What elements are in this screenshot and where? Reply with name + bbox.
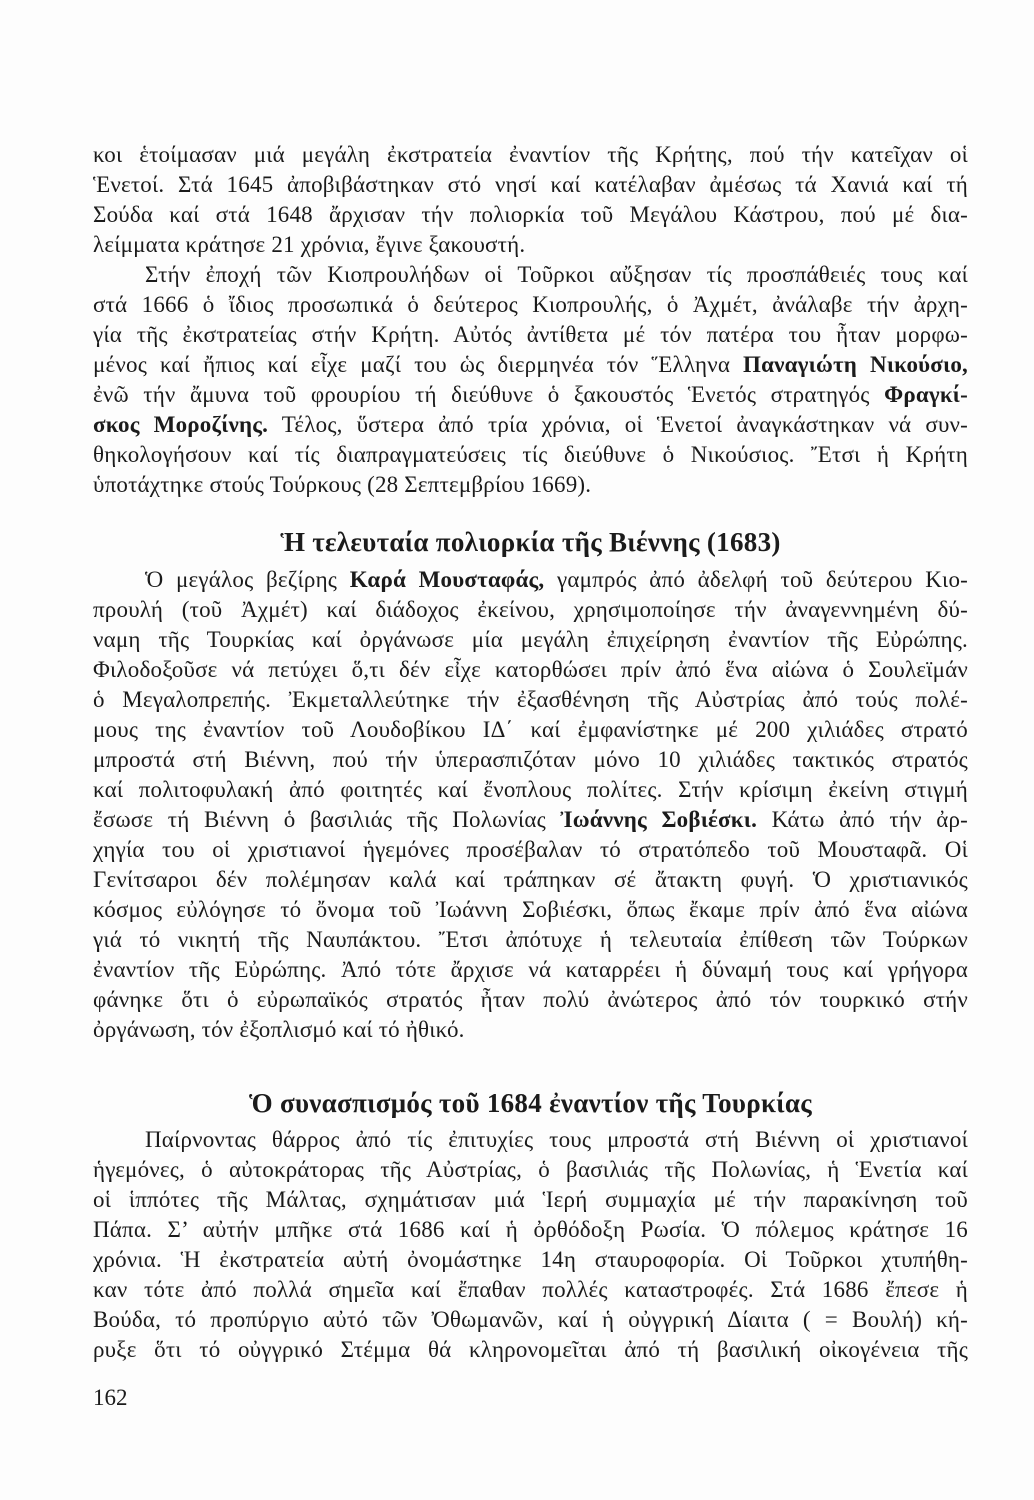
bold-name: Καρά Μουσταφάς, — [349, 567, 545, 592]
text-line: Παίρνοντας θάρρος ἀπό τίς ἐπιτυχίες τους μπροστά στή Βιέννη οἱ χριστιανοί — [145, 1127, 968, 1152]
text-line: ναμη τῆς Τουρκίας καί ὀργάνωσε μία μεγάλη ἐπιχείρηση ἐναντίον τῆς Εὐρώπης. — [93, 627, 968, 652]
text-line: στά 1666 ὁ ἴδιος προσωπικά ὁ δεύτερος Κιοπρουλής, ὁ Ἀχμέτ, ἀνάλαβε τήν ἀρχη- — [93, 292, 968, 317]
text-line: Γενίτσαροι δέν πολέμησαν καλά καί τράπηκαν σέ ἄτακτη φυγή. Ὁ χριστιανικός — [93, 867, 968, 892]
text-line: καί πολιτοφυλακή ἀπό φοιτητές καί ἔνοπλους πολίτες. Στήν κρίσιμη ἐκείνη στιγμή — [93, 777, 968, 802]
text-line: κοι ἑτοίμασαν μιά μεγάλη ἐκστρατεία ἐναντίον τῆς Κρήτης, πού τήν κατεῖχαν οἱ — [93, 142, 968, 167]
text-line: Βούδα, τό προπύργιο αὐτό τῶν Ὀθωμανῶν, καί ἡ οὐγγρική Δίαιτα ( = Βουλή) κή- — [93, 1307, 968, 1332]
text-line: καν τότε ἀπό πολλά σημεῖα καί ἔπαθαν πολλές καταστροφές. Στά 1686 ἔπεσε ἡ — [93, 1277, 968, 1302]
text-line: Ἑνετοί. Στά 1645 ἀποβιβάστηκαν στό νησί καί κατέλαβαν ἀμέσως τά Χανιά καί τή — [93, 172, 968, 197]
bold-name: σκος Μοροζίνης. — [93, 412, 269, 437]
section-heading: Ἡ τελευταία πολιορκία τῆς Βιέννης (1683) — [280, 527, 781, 557]
text-line: χρόνια. Ἡ ἐκστρατεία αὐτή ὀνομάστηκε 14η σταυροφορία. Οἱ Τοῦρκοι χτυπήθη- — [93, 1247, 968, 1272]
text-line: γία τῆς ἐκστρατείας στήν Κρήτη. Αὐτός ἀντίθετα μέ τόν πατέρα του ἦταν μορφω- — [93, 322, 968, 347]
text-line: λείμματα κράτησε 21 χρόνια, ἔγινε ξακουστή. — [93, 232, 526, 257]
line-text: γαμπρός ἀπό ἀδελφή τοῦ δεύτερου Κιο- — [557, 567, 969, 592]
text-line — [93, 350, 968, 380]
text-line: ρυξε ὅτι τό οὐγγρικό Στέμμα θά κληρονομεῖται ἀπό τή βασιλική οἰκογένεια τῆς — [93, 1337, 968, 1362]
text-line: γιά τό νικητή τῆς Ναυπάκτου. Ἔτσι ἀπότυχε ἡ τελευταία ἐπίθεση τῶν Τούρκων — [93, 927, 968, 952]
line-text: Τέλος, ὕστερα ἀπό τρία χρόνια, οἱ Ἑνετοί ἀναγκάστηκαν νά συν- — [281, 412, 968, 437]
text-line: Φιλοδοξοῦσε νά πετύχει ὅ,τι δέν εἶχε κατορθώσει πρίν ἀπό ἕνα αἰώνα ὁ Σουλεϊμάν — [93, 657, 968, 682]
text-line: Πάπα. Σ’ αὐτήν μπῆκε στά 1686 καί ἡ ὀρθόδοξη Ρωσία. Ὁ πόλεμος κράτησε 16 — [93, 1217, 968, 1242]
text-line — [93, 380, 968, 410]
text-line — [93, 805, 968, 835]
text-line: ἡγεμόνες, ὁ αὐτοκράτορας τῆς Αὐστρίας, ὁ βασιλιάς τῆς Πολωνίας, ἡ Ἑνετία καί — [93, 1157, 968, 1182]
text-block — [93, 140, 968, 1365]
text-line: ὁ Μεγαλοπρεπής. Ἐκμεταλλεύτηκε τήν ἐξασθένηση τῆς Αὐστρίας ἀπό τούς πολέ- — [93, 687, 968, 712]
section-heading: Ὁ συνασπισμός τοῦ 1684 ἐναντίον τῆς Τουρκίας — [249, 1088, 812, 1118]
text-line: Στήν ἐποχή τῶν Κιοπρουλήδων οἱ Τοῦρκοι αὔξησαν τίς προσπάθειές τους καί — [145, 262, 968, 287]
text-line — [93, 565, 968, 595]
bold-name: Παναγιώτη Νικούσιο, — [743, 352, 968, 377]
paragraph — [93, 140, 968, 260]
text-line: μους της ἐναντίον τοῦ Λουδοβίκου ΙΔ΄ καί ἐμφανίστηκε μέ 200 χιλιάδες στρατό — [93, 717, 968, 742]
text-line — [93, 410, 968, 440]
line-text: Κάτω ἀπό τήν ἀρ- — [771, 807, 969, 832]
line-text: μένος καί ἤπιος καί εἶχε μαζί του ὡς διερμηνέα τόν Ἕλληνα — [93, 352, 731, 377]
text-line: ἐναντίον τῆς Εὐρώπης. Ἀπό τότε ἄρχισε νά καταρρέει ἡ δύναμή τους καί γρήγορα — [93, 957, 968, 982]
text-line: οἱ ἱππότες τῆς Μάλτας, σχημάτισαν μιά Ἱερή συμμαχία μέ τήν παρακίνηση τοῦ — [93, 1187, 968, 1212]
text-line: ὑποτάχτηκε στούς Τούρκους (28 Σεπτεμβρίου 1669). — [93, 472, 592, 497]
line-text: ἐνῶ τήν ἄμυνα τοῦ φρουρίου τή διεύθυνε ὁ ξακουστός Ἑνετός στρατηγός — [93, 382, 870, 407]
text-line: θηκολογήσουν καί τίς διαπραγματεύσεις τίς διεύθυνε ὁ Νικούσιος. Ἔτσι ἡ Κρήτη — [93, 442, 968, 467]
paragraph — [93, 260, 968, 500]
bold-name: Ἰωάννης Σοβιέσκι. — [560, 807, 758, 832]
paragraph — [93, 1125, 968, 1365]
text-line: μπροστά στή Βιέννη, πού τήν ὑπερασπιζόταν μόνο 10 χιλιάδες τακτικός στρατός — [93, 747, 968, 772]
paragraph — [93, 565, 968, 1045]
line-text: Ὁ μεγάλος βεζίρης — [145, 567, 338, 592]
text-line: χηγία του οἱ χριστιανοί ἡγεμόνες προσέβαλαν τό στρατόπεδο τοῦ Μουσταφᾶ. Οἱ — [93, 837, 968, 862]
text-line: ὀργάνωση, τόν ἐξοπλισμό καί τό ἠθικό. — [93, 1017, 465, 1042]
text-line: Σούδα καί στά 1648 ἄρχισαν τήν πολιορκία τοῦ Μεγάλου Κάστρου, πού μέ δια- — [93, 202, 968, 227]
page-number: 162 — [93, 1385, 128, 1410]
text-line: προυλή (τοῦ Ἀχμέτ) καί διάδοχος ἐκείνου, χρησιμοποίησε τήν ἀναγεννημένη δύ- — [93, 597, 968, 622]
text-line: κόσμος εὐλόγησε τό ὄνομα τοῦ Ἰωάννη Σοβιέσκι, ὅπως ἔκαμε πρίν ἀπό ἕνα αἰώνα — [93, 897, 968, 922]
line-text: ἔσωσε τή Βιέννη ὁ βασιλιάς τῆς Πολωνίας — [93, 807, 546, 832]
bold-name: Φραγκί- — [884, 382, 968, 407]
text-line: φάνηκε ὅτι ὁ εὐρωπαϊκός στρατός ἦταν πολύ ἀνώτερος ἀπό τόν τουρκικό στήν — [93, 987, 968, 1012]
